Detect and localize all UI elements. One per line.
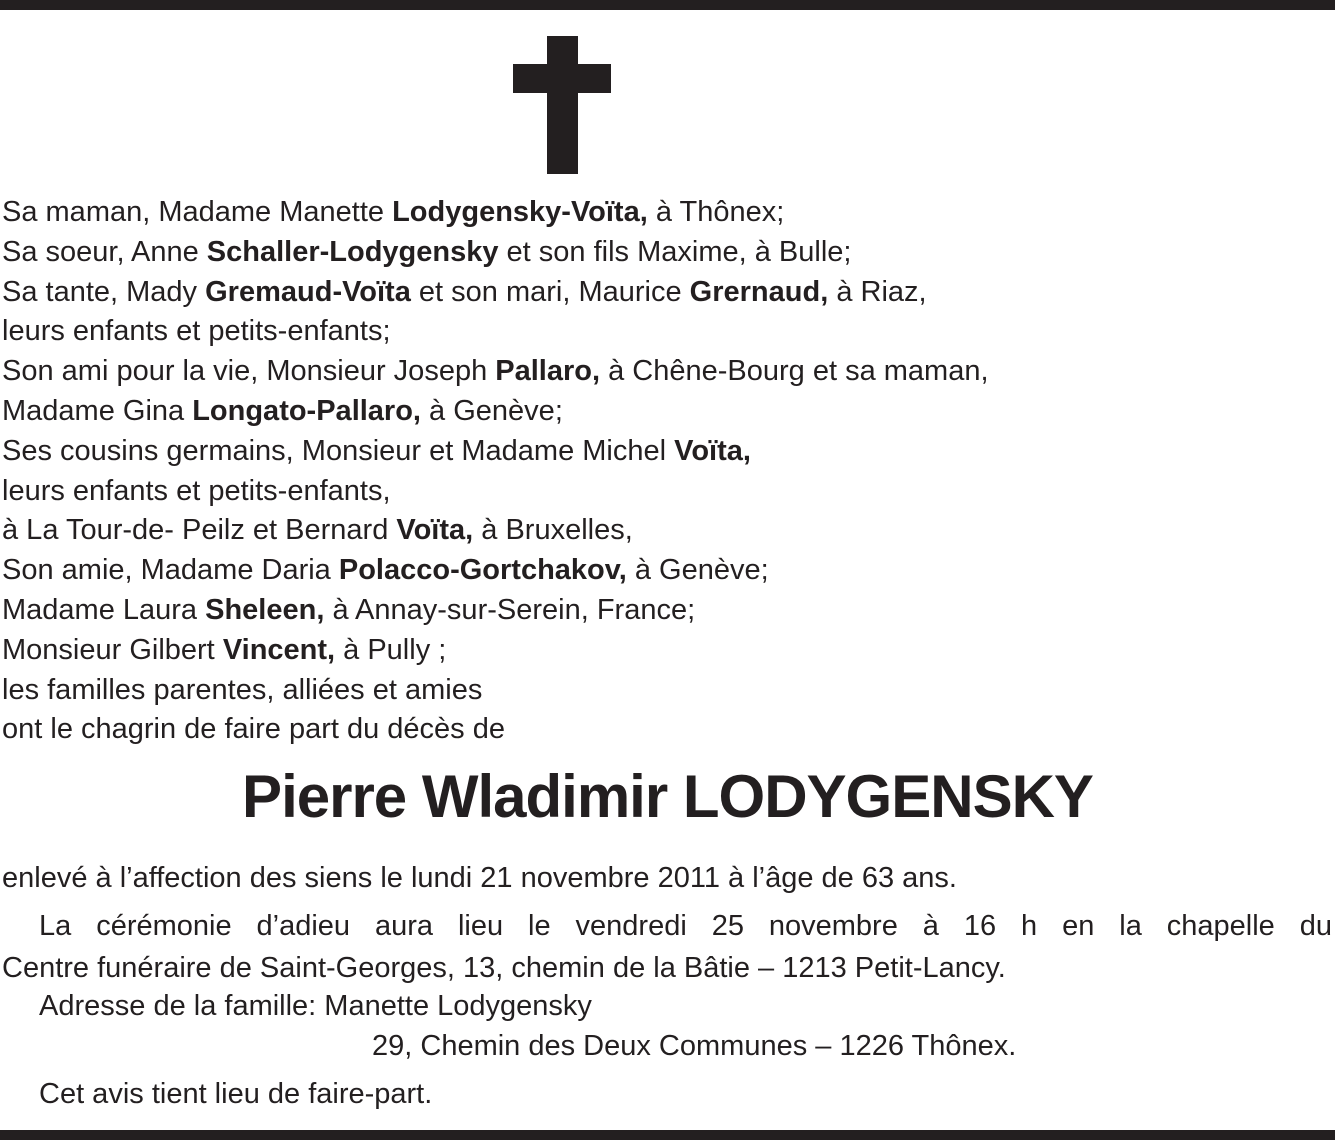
ceremony-line: La cérémonie d’adieu aura lieu le vendredi 25 novembre à 16 h en la chapelle du xyxy=(39,910,1332,942)
family-line: leurs enfants et petits-enfants; xyxy=(2,315,391,348)
bottom-border-rule xyxy=(0,1130,1335,1140)
family-surname: Lodygensky-Voïta, xyxy=(392,196,648,228)
ceremony-location-line: Centre funéraire de Saint-Georges, 13, chemin de la Bâtie – 1213 Petit-Lancy. xyxy=(2,952,1006,984)
family-surname: Longato-Pallaro, xyxy=(192,394,421,427)
family-address-street: 29, Chemin des Deux Communes – 1226 Thônex. xyxy=(372,1030,1017,1062)
family-line: ont le chagrin de faire part du décès de xyxy=(2,713,505,746)
family-surname: Polacco-Gortchakov, xyxy=(338,554,627,587)
family-announcement xyxy=(2,193,1332,750)
family-line: Son amie, Madame Daria Polacco-Gortchakov, à Genève; xyxy=(2,554,769,587)
family-line: leurs enfants et petits-enfants, xyxy=(2,474,391,507)
family-line: à La Tour-de- Peilz et Bernard Voïta, à Bruxelles, xyxy=(2,514,633,547)
family-line: les familles parentes, alliées et amies xyxy=(2,673,483,706)
family-line: Monsieur Gilbert Vincent, à Pully ; xyxy=(2,633,447,666)
deceased-name: Pierre Wladimir LODYGENSKY xyxy=(242,763,1093,830)
family-surname: Voïta, xyxy=(674,434,751,467)
family-line: Ses cousins germains, Monsieur et Madame Michel Voïta, xyxy=(2,434,751,467)
family-surname: Voïta, xyxy=(396,514,474,547)
death-date-line: enlevé à l’affection des siens le lundi 21 novembre 2011 à l’âge de 63 ans. xyxy=(2,862,957,894)
family-line: Madame Gina Longato-Pallaro, à Genève; xyxy=(2,394,563,427)
cross-icon xyxy=(513,36,611,174)
family-surname: Gremaud-Voïta xyxy=(205,275,411,308)
family-line: Sa tante, Mady Gremaud-Voïta et son mari, Maurice Grernaud, à Riaz, xyxy=(2,275,927,308)
family-surname: Vincent, xyxy=(222,633,336,666)
family-line: Sa maman, Madame Manette Lodygensky-Voïta, à Thônex; xyxy=(2,196,785,228)
family-address-label: Adresse de la famille: Manette Lodygensky xyxy=(39,990,592,1022)
closing-note: Cet avis tient lieu de faire-part. xyxy=(39,1078,433,1110)
family-line: Madame Laura Sheleen, à Annay-sur-Serein, France; xyxy=(2,593,696,626)
family-line: Sa soeur, Anne Schaller-Lodygensky et son fils Maxime, à Bulle; xyxy=(2,235,852,268)
family-surname: Sheleen, xyxy=(205,593,325,626)
top-border-rule xyxy=(0,0,1335,10)
family-line: Son ami pour la vie, Monsieur Joseph Pallaro, à Chêne-Bourg et sa maman, xyxy=(2,355,989,388)
family-surname: Pallaro, xyxy=(495,355,601,388)
family-surname: Grernaud, xyxy=(689,275,829,308)
family-surname: Schaller-Lodygensky xyxy=(206,235,499,268)
